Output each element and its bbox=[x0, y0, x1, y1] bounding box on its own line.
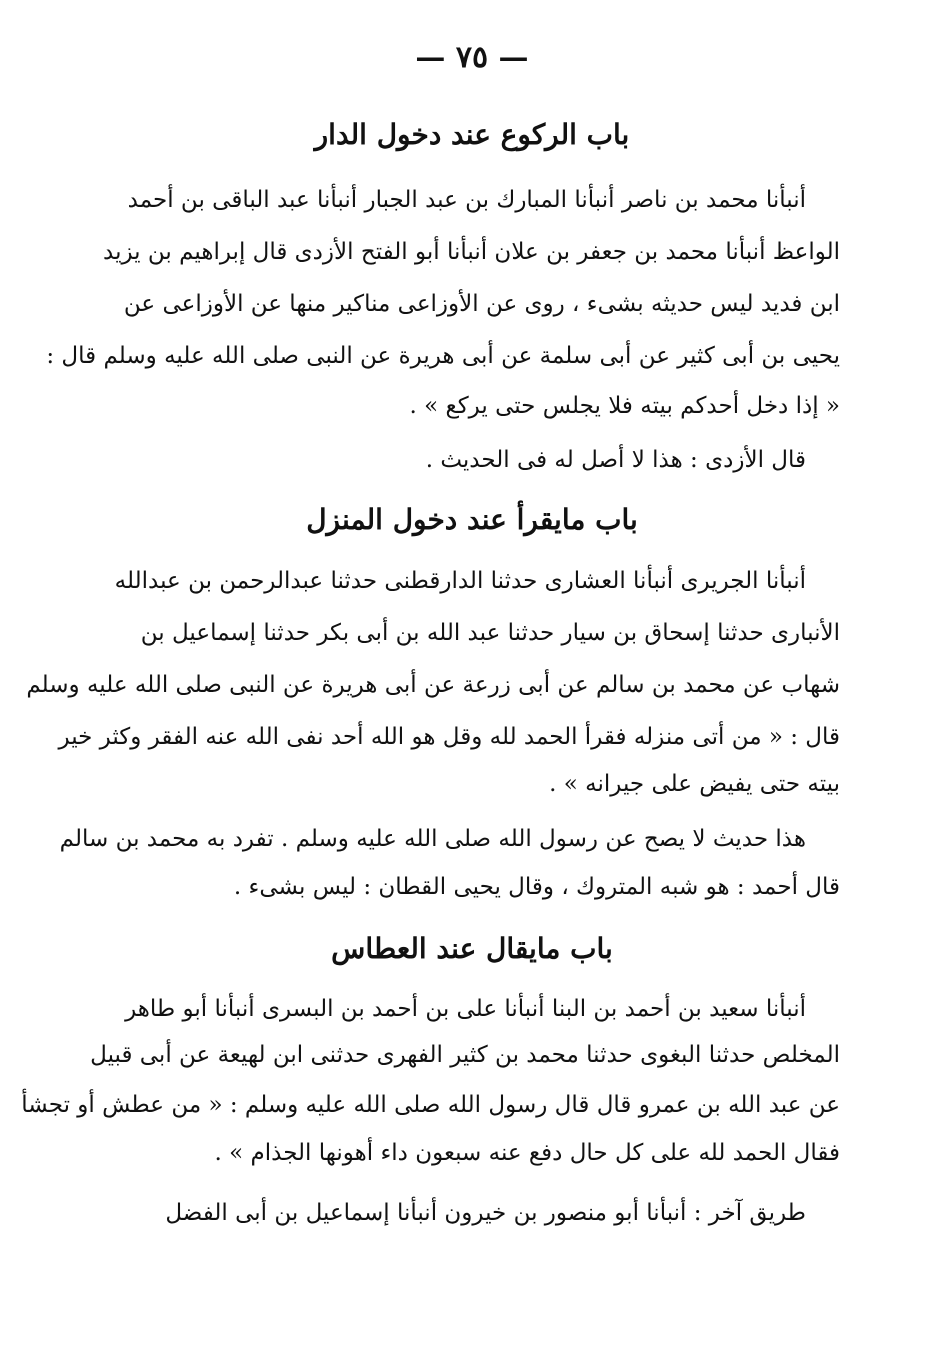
text-line: فقال الحمد لله على كل حال دفع عنه سبعون داء أهونها الجذام » . bbox=[214, 1140, 840, 1166]
section-heading-rukoo: باب الركوع عند دخول الدار bbox=[314, 118, 630, 151]
section-heading-otas: باب مايقال عند العطاس bbox=[331, 932, 613, 965]
text-line: قال الأزدى : هذا لا أصل له فى الحديث . bbox=[425, 447, 806, 473]
section-heading-manzil: باب مايقرأ عند دخول المنزل bbox=[306, 503, 638, 536]
text-line: بيته حتى يفيض على جيرانه » . bbox=[549, 771, 840, 797]
text-line: قال : « من أتى منزله فقرأ الحمد لله وقل هو الله أحد نفى الله عنه الفقر وكثر خير bbox=[58, 724, 840, 750]
text-line: ابن فديد ليس حديثه بشىء ، روى عن الأوزاعى مناكير منها عن الأوزاعى عن bbox=[123, 291, 840, 317]
text-line: المخلص حدثنا البغوى حدثنا محمد بن كثير الفهرى حدثنى ابن لهيعة عن أبى قبيل bbox=[90, 1042, 840, 1068]
text-line: الواعظ أنبأنا محمد بن جعفر بن علان أنبأنا أبو الفتح الأزدى قال إبراهيم بن يزيد bbox=[103, 239, 840, 265]
text-line: هذا حديث لا يصح عن رسول الله صلى الله عليه وسلم . تفرد به محمد بن سالم bbox=[59, 826, 806, 852]
text-line: شهاب عن محمد بن سالم عن أبى زرعة عن أبى هريرة عن النبى صلى الله عليه وسلم bbox=[26, 672, 840, 698]
text-line: « إذا دخل أحدكم بيته فلا يجلس حتى يركع » . bbox=[409, 393, 840, 419]
text-line: عن عبد الله بن عمرو قال قال رسول الله صلى الله عليه وسلم : « من عطش أو تجشأ bbox=[21, 1092, 840, 1118]
text-line: الأنبارى حدثنا إسحاق بن سيار حدثنا عبد الله بن أبى بكر حدثنا إسماعيل بن bbox=[140, 620, 840, 646]
page-number: — ٧٥ — bbox=[415, 40, 529, 75]
text-line: يحيى بن أبى كثير عن أبى سلمة عن أبى هريرة عن النبى صلى الله عليه وسلم قال : bbox=[46, 343, 840, 369]
text-line: أنبأنا سعيد بن أحمد بن البنا أنبأنا على بن أحمد بن البسرى أنبأنا أبو طاهر bbox=[125, 996, 806, 1022]
text-line: قال أحمد : هو شبه المتروك ، وقال يحيى القطان : ليس بشىء . bbox=[233, 874, 840, 900]
text-line: أنبأنا محمد بن ناصر أنبأنا المبارك بن عبد الجبار أنبأنا عبد الباقى بن أحمد bbox=[127, 187, 806, 213]
text-line: طريق آخر : أنبأنا أبو منصور بن خيرون أنبأنا إسماعيل بن أبى الفضل bbox=[165, 1200, 806, 1226]
text-line: أنبأنا الجريرى أنبأنا العشارى حدثنا الدارقطنى حدثنا عبدالرحمن بن عبدالله bbox=[114, 568, 806, 594]
